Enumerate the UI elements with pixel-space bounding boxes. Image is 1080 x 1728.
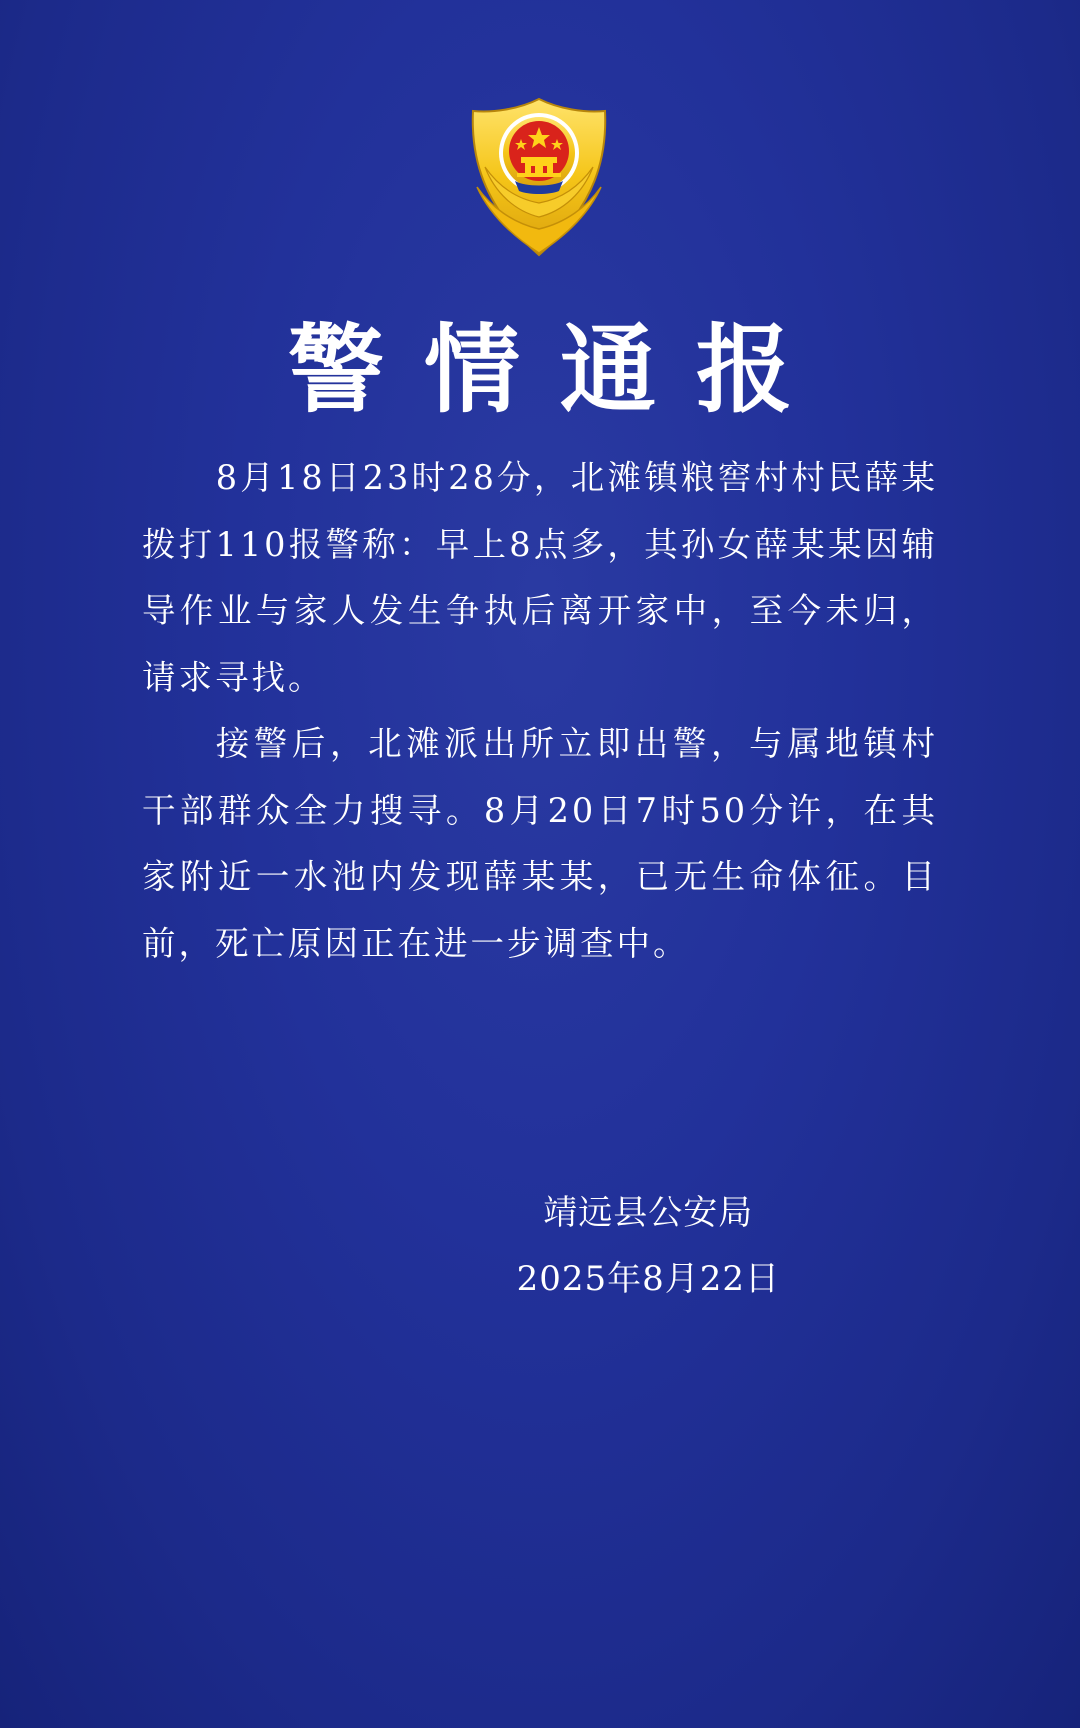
notice-body — [142, 445, 938, 977]
notice-paragraph-1: 8月18日23时28分，北滩镇粮窖村村民薛某拨打110报警称：早上8点多，其孙女薛某某因辅导作业与家人发生争执后离开家中，至今未归，请求寻找。 — [142, 458, 938, 697]
signature-block — [517, 1180, 780, 1312]
page-title: 警情通报 — [288, 314, 832, 426]
police-badge-icon — [458, 95, 620, 265]
notice-paragraph-2: 接警后，北滩派出所立即出警，与属地镇村干部群众全力搜寻。8月20日7时50分许，在其家附近一水池内发现薛某某，已无生命体征。目前，死亡原因正在进一步调查中。 — [142, 724, 938, 963]
issuer-name: 靖远县公安局 — [543, 1193, 754, 1233]
issue-date: 2025年8月22日 — [516, 1259, 780, 1299]
